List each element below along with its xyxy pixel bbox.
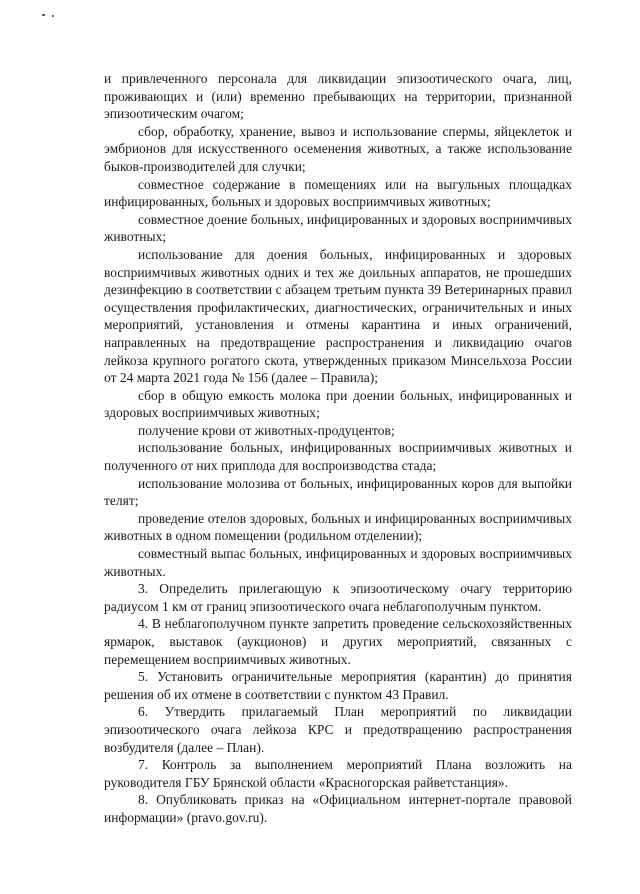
- numbered-item-3: 3. Определить прилегающую к эпизоотическому очагу территорию радиусом 1 км от границ эпизоотического очага неблагополучным пунктом.: [104, 581, 572, 614]
- numbered-item-4: 4. В неблагополучном пункте запретить проведение сельскохозяйственных ярмарок, выставок (аукционов) и других мероприятий, связанных с перемещением восприимчивых животных.: [104, 616, 572, 667]
- document-body: [104, 70, 572, 827]
- paragraph: совместное содержание в помещениях или на выгульных площадках инфицированных, больных и здоровых восприимчивых животных;: [104, 176, 572, 210]
- paragraph: совместное доение больных, инфицированных и здоровых восприимчивых животных;: [104, 211, 572, 245]
- numbered-item-6: 6. Утвердить прилагаемый План мероприятий по ликвидации эпизоотического очага лейкоза КРС и предотвращению распространения возбудителя (далее – План).: [104, 704, 572, 755]
- paragraph: сбор в общую емкость молока при доении больных, инфицированных и здоровых восприимчивых животных;: [104, 387, 572, 421]
- paragraph: сбор, обработку, хранение, вывоз и использование спермы, яйцеклеток и эмбрионов для искусственного осеменения животных, а также использование быков-производителей для случки;: [104, 123, 572, 174]
- paragraph: использование больных, инфицированных восприимчивых животных и полученного от них приплода для воспроизводства стада;: [104, 440, 572, 474]
- paragraph: использование для доения больных, инфицированных и здоровых восприимчивых животных одних и тех же доильных аппаратов, не прошедших дезинфекцию в соответствии с абзацем третьим пункта 39 Ветеринарных правил осуществления профилактических, диагностических, ограничительных и иных мероприятий, установления и отмены карантина и иных ограничений, направленных на предотвращение распространения и ликвидацию очагов лейкоза крупного рогатого скота, утвержденных приказом Минсельхоза России от 24 марта 2021 года № 156 (далее – Правила);: [104, 246, 572, 386]
- paragraph: и привлеченного персонала для ликвидации эпизоотического очага, лиц, проживающих и (или) временно пребывающих на территории, признанной эпизоотическим очагом;: [104, 71, 572, 122]
- paragraph: получение крови от животных-продуцентов;: [138, 422, 395, 438]
- numbered-item-5: 5. Установить ограничительные мероприятия (карантин) до принятия решения об их отмене в соответствии с пунктом 43 Правил.: [104, 669, 572, 702]
- numbered-item-7: 7. Контроль за выполнением мероприятий Плана возложить на руководителя ГБУ Брянской области «Красногорская райветстанция».: [104, 757, 572, 790]
- scan-speck: [52, 15, 54, 17]
- paragraph: проведение отелов здоровых, больных и инфицированных восприимчивых животных в одном помещении (родильном отделении);: [104, 510, 572, 544]
- numbered-item-8: 8. Опубликовать приказ на «Официальном интернет-портале правовой информации» (pravo.gov.ru).: [104, 792, 572, 825]
- paragraph: совместный выпас больных, инфицированных и здоровых восприимчивых животных.: [104, 546, 572, 579]
- scan-speck: [42, 14, 45, 16]
- paragraph: использование молозива от больных, инфицированных коров для выпойки телят;: [104, 475, 572, 509]
